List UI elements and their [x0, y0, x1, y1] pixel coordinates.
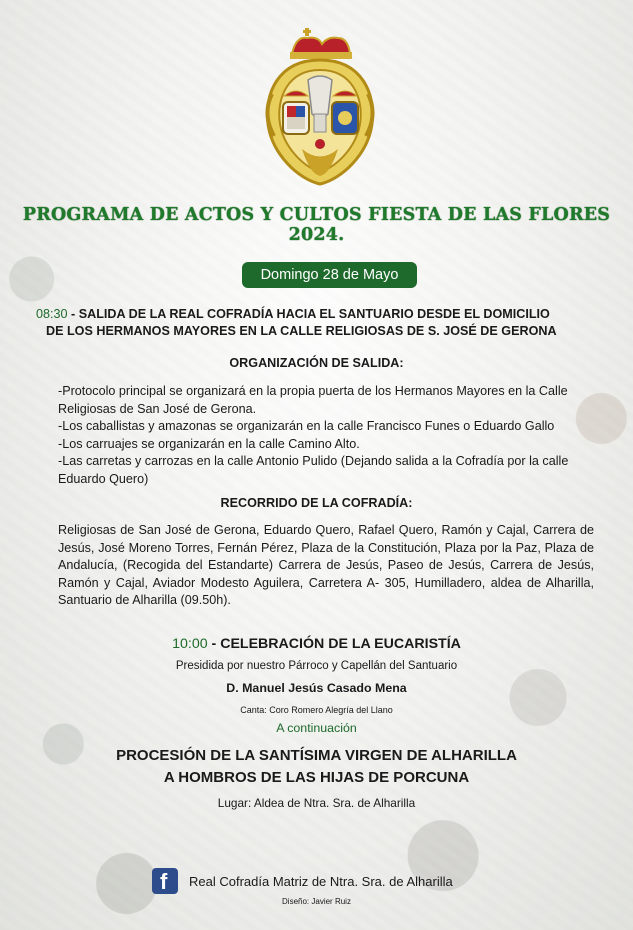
- facebook-page-name: Real Cofradía Matriz de Ntra. Sra. de Alharilla: [189, 874, 453, 889]
- program-title: PROGRAMA DE ACTOS Y CULTOS FIESTA DE LAS FLORES 2024.: [22, 205, 611, 245]
- eucharist-heading: [0, 636, 633, 652]
- route-text: Religiosas de San José de Gerona, Eduardo Quero, Rafael Quero, Ramón y Cajal, Carrera de Jesús, José Moreno Torres, Fernán Pérez, Plaza de la Constitución, Plaza por la Paz, Plaza de Andalucía, (Recogida del Estandarte) Carrera de Jesús, Paseo de Jesús, Carrera de Jesús, Ramón y Cajal, Aviador Modesto Aguilera, Carretera A- 305, Humilladero, aldea de Alharilla, Santuario de Alharilla (09.50h).: [58, 523, 594, 608]
- continuation-label: A continuación: [276, 721, 357, 735]
- departure-line-1: - SALIDA DE LA REAL COFRADÍA HACIA EL SANTUARIO DESDE EL DOMICILIO: [67, 307, 550, 321]
- facebook-icon: f: [152, 868, 178, 894]
- organization-item: -Las carretas y carrozas en la calle Antonio Pulido (Dejando salida a la Cofradía por la calle Eduardo Quero): [58, 454, 569, 486]
- departure-time: 08:30: [36, 307, 68, 321]
- organization-heading: ORGANIZACIÓN DE SALIDA:: [229, 356, 404, 370]
- eucharist-presided: Presidida por nuestro Párroco y Capellán del Santuario: [175, 660, 458, 672]
- procession-line-1: PROCESIÓN DE LA SANTÍSIMA VIRGEN DE ALHARILLA: [116, 747, 517, 764]
- route-heading: RECORRIDO DE LA COFRADÍA:: [220, 496, 413, 510]
- eucharist-title: - CELEBRACIÓN DE LA EUCARISTÍA: [207, 636, 461, 652]
- brotherhood-crest-logo: [258, 24, 383, 189]
- departure-announcement: [36, 306, 606, 340]
- organization-item: -Los carruajes se organizarán en la calle Camino Alto.: [58, 436, 360, 451]
- organization-item: -Protocolo principal se organizará en la propia puerta de los Hermanos Mayores en la Calle Religiosas de San José de Gerona.: [58, 384, 568, 416]
- procession-title: [0, 745, 633, 789]
- organization-list: [58, 383, 594, 489]
- designer-credit: Diseño: Javier Ruiz: [282, 897, 351, 906]
- procession-line-2: A HOMBROS DE LAS HIJAS DE PORCUNA: [163, 769, 470, 786]
- choir-credit: Canta: Coro Romero Alegría del Llano: [240, 705, 393, 715]
- procession-place: Lugar: Aldea de Ntra. Sra. de Alharilla: [217, 796, 416, 810]
- date-badge: Domingo 28 de Mayo: [242, 262, 417, 288]
- departure-line-2: DE LOS HERMANOS MAYORES EN LA CALLE RELIGIOSAS DE S. JOSÉ DE GERONA: [46, 324, 557, 338]
- priest-name: D. Manuel Jesús Casado Mena: [226, 681, 407, 695]
- eucharist-time: 10:00: [172, 636, 208, 652]
- organization-item: -Los caballistas y amazonas se organizarán en la calle Francisco Funes o Eduardo Gallo: [58, 419, 555, 434]
